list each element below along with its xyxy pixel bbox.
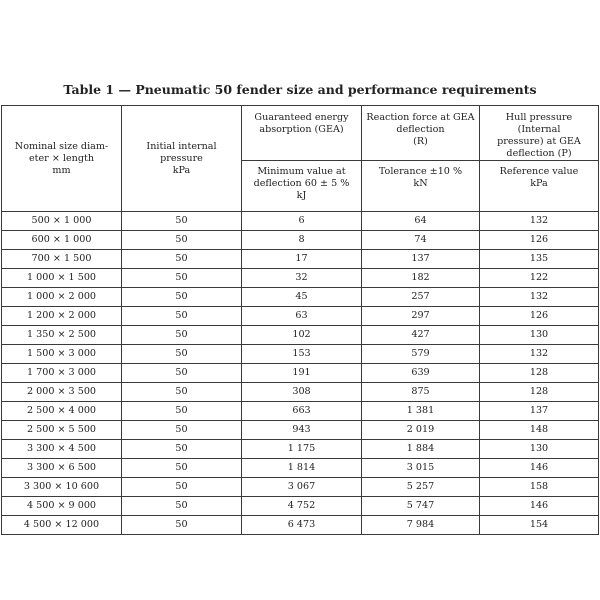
table-row: [2, 231, 599, 250]
header-gea: Guaranteed energy absorption (GEA): [242, 106, 362, 161]
cell-nominal-size: 600 × 1 000: [2, 231, 122, 250]
cell-hull-pressure: 130: [480, 326, 599, 345]
cell-nominal-size: 700 × 1 500: [2, 250, 122, 269]
cell-hull-pressure: 137: [480, 402, 599, 421]
cell-energy-absorption: 6: [242, 212, 362, 231]
cell-hull-pressure: 126: [480, 307, 599, 326]
header-initial-pressure: Initial internal pressure kPa: [122, 106, 242, 212]
cell-reaction-force: 579: [362, 345, 480, 364]
table-row: [2, 212, 599, 231]
table-row: [2, 383, 599, 402]
table-body: [2, 212, 599, 535]
cell-nominal-size: 500 × 1 000: [2, 212, 122, 231]
cell-reaction-force: 74: [362, 231, 480, 250]
cell-hull-pressure: 126: [480, 231, 599, 250]
cell-initial-pressure: 50: [122, 364, 242, 383]
cell-energy-absorption: 1 175: [242, 440, 362, 459]
cell-energy-absorption: 3 067: [242, 478, 362, 497]
cell-energy-absorption: 6 473: [242, 516, 362, 535]
table-row: [2, 345, 599, 364]
cell-hull-pressure: 146: [480, 459, 599, 478]
cell-hull-pressure: 132: [480, 345, 599, 364]
cell-reaction-force: 257: [362, 288, 480, 307]
cell-energy-absorption: 153: [242, 345, 362, 364]
cell-reaction-force: 639: [362, 364, 480, 383]
cell-reaction-force: 7 984: [362, 516, 480, 535]
cell-hull-pressure: 146: [480, 497, 599, 516]
cell-reaction-force: 875: [362, 383, 480, 402]
cell-energy-absorption: 1 814: [242, 459, 362, 478]
cell-initial-pressure: 50: [122, 212, 242, 231]
header-reaction-force: Reaction force at GEA deflection (R): [362, 106, 480, 161]
cell-reaction-force: 182: [362, 269, 480, 288]
table-row: [2, 459, 599, 478]
cell-energy-absorption: 102: [242, 326, 362, 345]
header-hull-pressure: Hull pressure (Internal pressure) at GEA deflection (P): [480, 106, 599, 161]
cell-energy-absorption: 8: [242, 231, 362, 250]
cell-energy-absorption: 45: [242, 288, 362, 307]
cell-reaction-force: 1 884: [362, 440, 480, 459]
cell-initial-pressure: 50: [122, 459, 242, 478]
cell-initial-pressure: 50: [122, 421, 242, 440]
cell-nominal-size: 3 300 × 6 500: [2, 459, 122, 478]
cell-reaction-force: 297: [362, 307, 480, 326]
cell-energy-absorption: 191: [242, 364, 362, 383]
cell-nominal-size: 1 000 × 2 000: [2, 288, 122, 307]
cell-nominal-size: 1 000 × 1 500: [2, 269, 122, 288]
subheader-hull-reference: Reference value kPa: [480, 161, 599, 212]
subheader-gea-minimum: Minimum value at deflection 60 ± 5 % kJ: [242, 161, 362, 212]
cell-hull-pressure: 154: [480, 516, 599, 535]
cell-hull-pressure: 122: [480, 269, 599, 288]
cell-initial-pressure: 50: [122, 402, 242, 421]
cell-initial-pressure: 50: [122, 383, 242, 402]
cell-nominal-size: 3 300 × 4 500: [2, 440, 122, 459]
cell-initial-pressure: 50: [122, 497, 242, 516]
table-row: [2, 402, 599, 421]
table-row: [2, 497, 599, 516]
cell-initial-pressure: 50: [122, 269, 242, 288]
cell-hull-pressure: 135: [480, 250, 599, 269]
cell-hull-pressure: 132: [480, 212, 599, 231]
cell-initial-pressure: 50: [122, 288, 242, 307]
cell-hull-pressure: 148: [480, 421, 599, 440]
cell-hull-pressure: 128: [480, 383, 599, 402]
performance-table: [1, 105, 599, 535]
cell-reaction-force: 427: [362, 326, 480, 345]
cell-nominal-size: 1 200 × 2 000: [2, 307, 122, 326]
table-row: [2, 421, 599, 440]
cell-nominal-size: 4 500 × 9 000: [2, 497, 122, 516]
table-row: [2, 326, 599, 345]
cell-energy-absorption: 943: [242, 421, 362, 440]
cell-energy-absorption: 32: [242, 269, 362, 288]
cell-reaction-force: 1 381: [362, 402, 480, 421]
cell-reaction-force: 64: [362, 212, 480, 231]
cell-energy-absorption: 663: [242, 402, 362, 421]
table-row: [2, 478, 599, 497]
table-row: [2, 516, 599, 535]
cell-nominal-size: 3 300 × 10 600: [2, 478, 122, 497]
cell-energy-absorption: 4 752: [242, 497, 362, 516]
cell-initial-pressure: 50: [122, 345, 242, 364]
table-row: [2, 269, 599, 288]
table-header: [2, 106, 599, 212]
cell-nominal-size: 4 500 × 12 000: [2, 516, 122, 535]
cell-initial-pressure: 50: [122, 440, 242, 459]
table-row: [2, 288, 599, 307]
cell-nominal-size: 2 500 × 4 000: [2, 402, 122, 421]
cell-nominal-size: 1 350 × 2 500: [2, 326, 122, 345]
cell-nominal-size: 2 000 × 3 500: [2, 383, 122, 402]
table-row: [2, 440, 599, 459]
cell-initial-pressure: 50: [122, 307, 242, 326]
cell-hull-pressure: 128: [480, 364, 599, 383]
cell-reaction-force: 3 015: [362, 459, 480, 478]
cell-initial-pressure: 50: [122, 326, 242, 345]
cell-reaction-force: 5 257: [362, 478, 480, 497]
cell-nominal-size: 1 700 × 3 000: [2, 364, 122, 383]
cell-hull-pressure: 132: [480, 288, 599, 307]
cell-nominal-size: 2 500 × 5 500: [2, 421, 122, 440]
header-nominal-size: Nominal size diam- eter × length mm: [2, 106, 122, 212]
cell-energy-absorption: 308: [242, 383, 362, 402]
table-row: [2, 250, 599, 269]
table-row: [2, 364, 599, 383]
cell-initial-pressure: 50: [122, 516, 242, 535]
subheader-reaction-tolerance: Tolerance ±10 % kN: [362, 161, 480, 212]
cell-energy-absorption: 17: [242, 250, 362, 269]
table-caption: Table 1 — Pneumatic 50 fender size and performance requirements: [63, 82, 537, 97]
cell-reaction-force: 137: [362, 250, 480, 269]
table-row: [2, 307, 599, 326]
cell-initial-pressure: 50: [122, 231, 242, 250]
cell-reaction-force: 2 019: [362, 421, 480, 440]
cell-nominal-size: 1 500 × 3 000: [2, 345, 122, 364]
cell-reaction-force: 5 747: [362, 497, 480, 516]
cell-hull-pressure: 158: [480, 478, 599, 497]
cell-initial-pressure: 50: [122, 478, 242, 497]
cell-hull-pressure: 130: [480, 440, 599, 459]
cell-initial-pressure: 50: [122, 250, 242, 269]
cell-energy-absorption: 63: [242, 307, 362, 326]
